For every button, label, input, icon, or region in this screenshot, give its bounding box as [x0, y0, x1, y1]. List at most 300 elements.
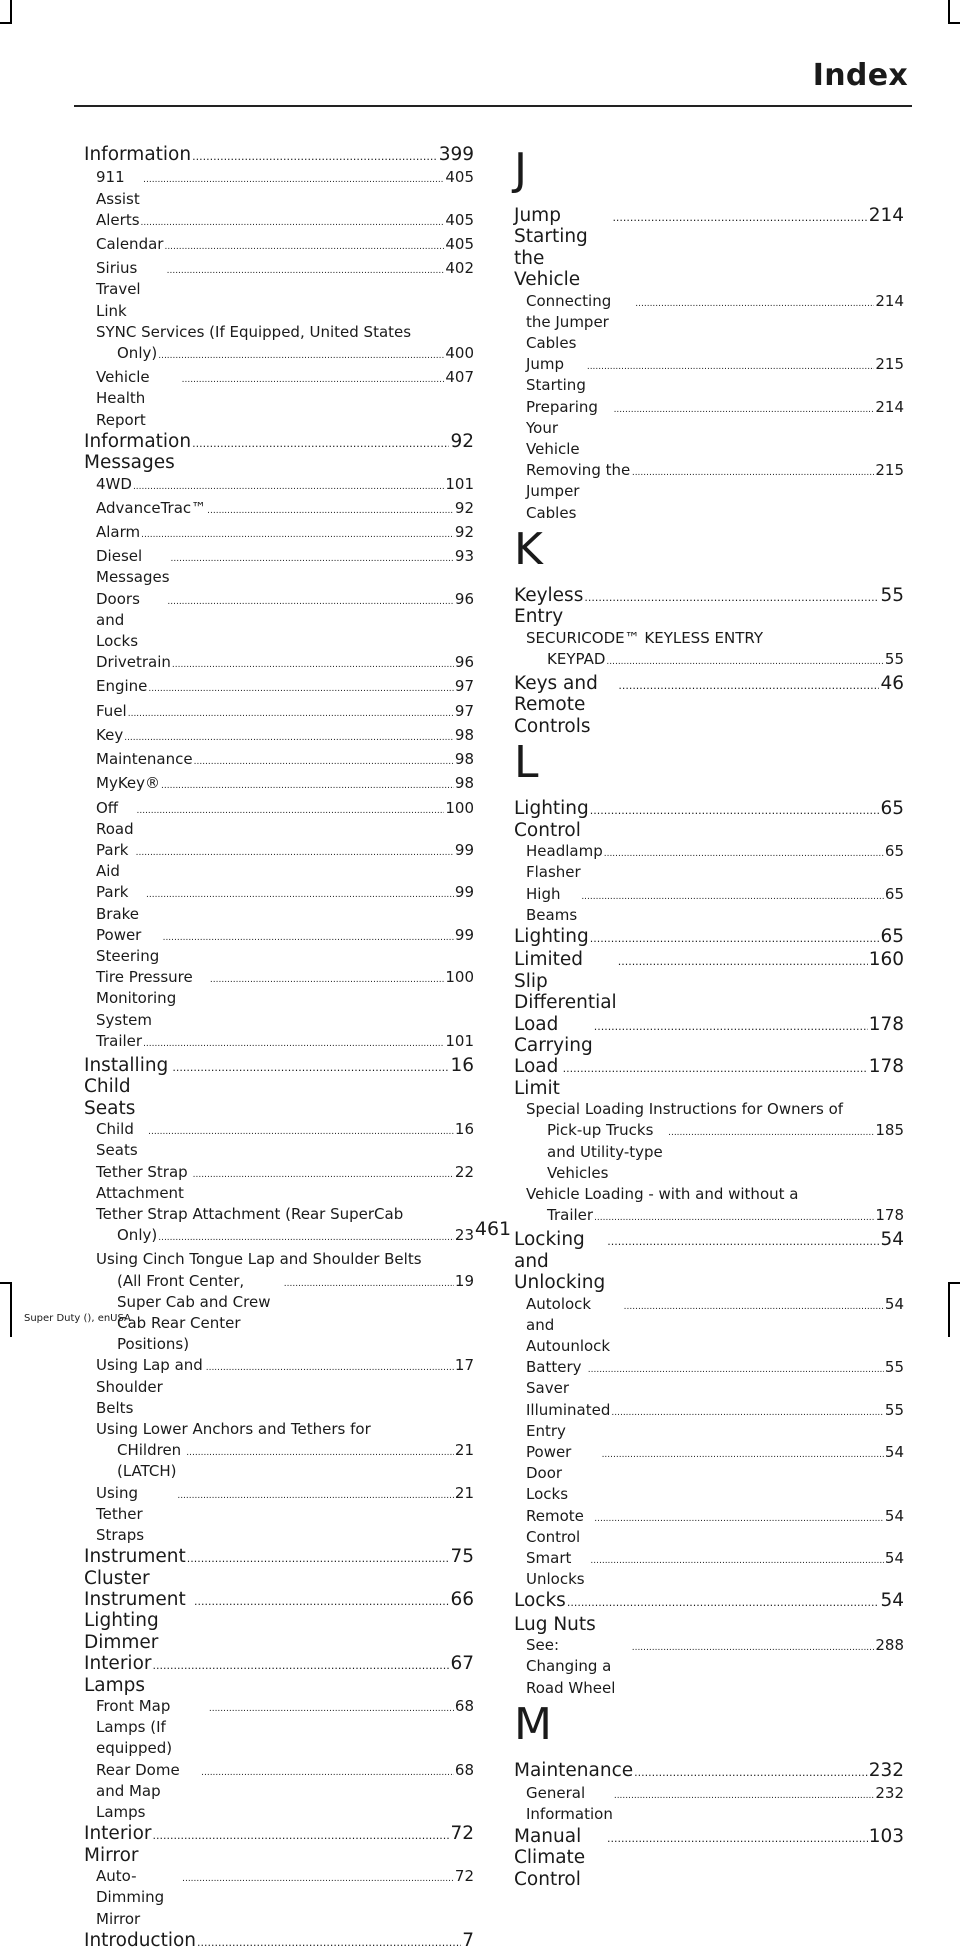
- dot-leader: [141, 525, 454, 546]
- index-subentry[interactable]: [84, 1483, 474, 1547]
- entry-text: 4WD: [96, 474, 132, 493]
- entry-page: 65: [884, 842, 904, 861]
- dot-leader: [167, 592, 454, 613]
- dot-leader: [146, 885, 454, 906]
- dot-leader: [594, 1509, 884, 1530]
- entry-page: 75: [450, 1546, 474, 1568]
- entry-text: KEYPAD: [547, 649, 606, 668]
- entry-page: 54: [880, 1229, 904, 1251]
- dot-leader: [182, 1869, 454, 1890]
- entry-page: 400: [445, 344, 474, 363]
- entry-page: 97: [454, 677, 474, 696]
- dot-leader: [668, 1123, 874, 1144]
- dot-leader: [206, 1358, 454, 1379]
- entry-page: 214: [868, 205, 904, 226]
- entry-page: 22: [454, 1162, 474, 1181]
- index-subentry-line: Using Cinch Tongue Lap and Shoulder Belts: [96, 1250, 422, 1269]
- entry-page: 103: [868, 1825, 904, 1847]
- entry-text: Introduction: [84, 1929, 197, 1951]
- entry-page: 46: [880, 673, 904, 695]
- dot-leader: [209, 1699, 454, 1720]
- index-subentry-line: Using Lower Anchors and Tethers for: [96, 1420, 371, 1438]
- dot-leader: [201, 1763, 454, 1784]
- dot-leader: [182, 370, 445, 391]
- index-subentry[interactable]: [84, 546, 474, 588]
- entry-page: 72: [450, 1823, 474, 1845]
- entry-text: Manual Climate Control: [514, 1825, 586, 1890]
- index-subentry[interactable]: [514, 841, 904, 883]
- entry-text: See: Changing a Road Wheel: [526, 1636, 616, 1697]
- entry-page: 98: [454, 725, 474, 744]
- index-subentry-line: SYNC Services (If Equipped, United States: [96, 322, 412, 341]
- index-subentry[interactable]: [84, 1760, 474, 1824]
- entry-page: 97: [454, 701, 474, 720]
- index-subentry[interactable]: [514, 1357, 904, 1399]
- entry-text: Jump Starting the Vehicle: [514, 205, 588, 291]
- dot-leader: [172, 655, 454, 676]
- entry-page: 66: [450, 1589, 474, 1611]
- index-subentry[interactable]: [514, 649, 904, 673]
- index-subentry[interactable]: [84, 210, 474, 234]
- entry-page: 55: [884, 1400, 904, 1419]
- dot-leader: [611, 1403, 884, 1424]
- index-subentry[interactable]: [84, 967, 474, 1031]
- index-subentry[interactable]: [514, 1548, 904, 1590]
- entry-page: 232: [868, 1759, 904, 1781]
- index-subentry[interactable]: [84, 925, 474, 967]
- entry-page: 19: [454, 1271, 474, 1290]
- dot-leader: [587, 357, 875, 378]
- entry-page: 405: [445, 168, 474, 187]
- dot-leader: [563, 1058, 868, 1079]
- crop-mark-bottom-left-v: [10, 1282, 12, 1337]
- entry-text: Load Carrying: [514, 1013, 593, 1056]
- index-entry[interactable]: [84, 1823, 474, 1866]
- dot-leader: [602, 1445, 884, 1466]
- dot-leader: [618, 951, 868, 972]
- dot-leader: [590, 800, 880, 821]
- dot-leader: [164, 237, 444, 258]
- dot-leader: [192, 146, 438, 167]
- entry-page: 93: [454, 547, 474, 566]
- entry-page: 65: [884, 884, 904, 903]
- entry-text: Illuminated Entry: [526, 1400, 611, 1440]
- index-subentry[interactable]: [84, 652, 474, 676]
- section-letter: K: [514, 523, 543, 575]
- dot-leader: [128, 704, 454, 725]
- dot-leader: [588, 1360, 884, 1381]
- dot-leader: [192, 433, 449, 454]
- entry-page: 99: [454, 925, 474, 944]
- dot-leader: [143, 1034, 444, 1055]
- entry-text: Park Aid: [96, 840, 129, 881]
- index-subentry[interactable]: [84, 1031, 474, 1055]
- entry-text: Rear Dome and Map Lamps: [96, 1760, 180, 1822]
- dot-leader: [163, 928, 454, 949]
- index-entry[interactable]: [84, 431, 474, 474]
- crop-mark-bottom-right-h: [948, 1282, 960, 1284]
- entry-page: 101: [445, 1031, 474, 1050]
- entry-text: Connecting the Jumper Cables: [526, 291, 612, 353]
- entry-page: 92: [454, 498, 474, 517]
- index-subentry[interactable]: [84, 1119, 474, 1161]
- index-entry[interactable]: [84, 1546, 474, 1589]
- entry-page: 7: [462, 1929, 474, 1951]
- dot-leader: [187, 1548, 450, 1569]
- index-subentry[interactable]: [84, 773, 474, 797]
- index-entry[interactable]: [514, 1014, 904, 1057]
- entry-text: Alarm: [96, 523, 141, 542]
- index-subentry[interactable]: [514, 397, 904, 461]
- entry-page: 54: [884, 1506, 904, 1525]
- index-subentry[interactable]: [514, 1506, 904, 1548]
- dot-leader: [635, 294, 874, 315]
- entry-page: 178: [868, 1013, 904, 1035]
- entry-page: 55: [884, 1358, 904, 1377]
- entry-page: 405: [445, 210, 474, 229]
- entry-text: Front Map Lamps (If equipped): [96, 1697, 173, 1758]
- entry-text: High Beams: [526, 884, 578, 924]
- index-subentry[interactable]: [84, 1162, 474, 1204]
- index-entry[interactable]: [84, 144, 474, 167]
- crop-mark-top-right-h: [948, 22, 960, 24]
- entry-page: 399: [438, 144, 474, 165]
- index-entry[interactable]: [514, 585, 904, 628]
- dot-leader: [612, 207, 867, 228]
- index-entry[interactable]: [514, 1056, 904, 1099]
- entry-page: 55: [884, 649, 904, 668]
- dot-leader: [172, 1057, 449, 1078]
- entry-text: Off Road: [96, 798, 134, 838]
- entry-text: Jump Starting: [526, 355, 586, 395]
- index-heading: Lug Nuts: [514, 1613, 596, 1635]
- entry-text: Alerts: [96, 210, 140, 229]
- dot-leader: [124, 728, 454, 749]
- index-subentry[interactable]: [514, 460, 904, 524]
- entry-text: Drivetrain: [96, 653, 171, 672]
- entry-text: Interior Mirror: [84, 1823, 152, 1866]
- entry-text: General Information: [526, 1784, 613, 1824]
- page-number: 461: [474, 1218, 512, 1240]
- entry-text: Calendar: [96, 235, 164, 254]
- entry-page: 68: [454, 1697, 474, 1716]
- dot-leader: [590, 1551, 884, 1572]
- entry-page: 407: [445, 368, 474, 387]
- index-subentry[interactable]: [84, 474, 474, 498]
- entry-text: Doors and Locks: [96, 589, 140, 651]
- entry-text: Instrument Cluster: [84, 1546, 186, 1589]
- entry-text: Lighting Control: [514, 798, 589, 841]
- entry-page: 54: [884, 1549, 904, 1568]
- entry-text: Locks: [514, 1590, 566, 1612]
- entry-text: Information: [84, 144, 192, 165]
- dot-leader: [193, 1165, 454, 1186]
- index-entry[interactable]: [84, 1589, 474, 1653]
- entry-text: AdvanceTrac™: [96, 498, 207, 517]
- index-subentry[interactable]: [84, 840, 474, 882]
- index-subentry[interactable]: [84, 234, 474, 258]
- dot-leader: [194, 752, 454, 773]
- entry-text: Removing the Jumper Cables: [526, 461, 631, 522]
- index-entry[interactable]: [514, 673, 904, 737]
- entry-text: Locking and Unlocking: [514, 1229, 606, 1294]
- entry-text: CHildren (LATCH): [117, 1441, 182, 1481]
- entry-page: 65: [880, 798, 904, 820]
- index-subentry[interactable]: [84, 1696, 474, 1760]
- index-subentry[interactable]: [84, 367, 474, 431]
- entry-text: Trailer: [96, 1031, 143, 1050]
- footer-text: Super Duty (), enUSA: [24, 1313, 131, 1324]
- entry-page: 54: [880, 1590, 904, 1612]
- entry-page: 23: [454, 1226, 474, 1245]
- index-column-left: [84, 144, 474, 1953]
- entry-text: Sirius Travel Link: [96, 259, 141, 320]
- entry-page: 214: [875, 397, 904, 416]
- dot-leader: [614, 400, 875, 421]
- dot-leader: [148, 1122, 454, 1143]
- entry-text: Park Brake: [96, 883, 140, 923]
- index-entry[interactable]: [84, 1653, 474, 1696]
- entry-text: Pick-up Trucks and Utility-type Vehicles: [547, 1121, 663, 1182]
- entry-page: 54: [884, 1294, 904, 1313]
- dot-leader: [171, 549, 454, 570]
- entry-text: Autolock and Autounlock: [526, 1294, 611, 1356]
- index-subentry[interactable]: [514, 354, 904, 396]
- index-subentry[interactable]: [84, 798, 474, 840]
- entry-page: 16: [450, 1054, 474, 1076]
- dot-leader: [607, 1828, 868, 1849]
- entry-text: Power Door Locks: [526, 1443, 572, 1504]
- index-entry[interactable]: [514, 926, 904, 949]
- entry-text: Using Lap and Shoulder Belts: [96, 1356, 203, 1417]
- index-subentry[interactable]: [84, 258, 474, 322]
- index-subentry[interactable]: [514, 1400, 904, 1442]
- dot-leader: [161, 776, 454, 797]
- dot-leader: [194, 1591, 449, 1612]
- index-subentry-line: SECURICODE™ KEYLESS ENTRY: [526, 628, 763, 647]
- entry-page: 288: [875, 1636, 904, 1655]
- index-subentry[interactable]: [84, 1866, 474, 1930]
- dot-leader: [177, 1486, 454, 1507]
- dot-leader: [197, 1932, 461, 1953]
- entry-text: Maintenance: [96, 750, 193, 769]
- index-subentry[interactable]: [84, 589, 474, 653]
- entry-page: 215: [875, 461, 904, 480]
- index-subentry[interactable]: [514, 1442, 904, 1506]
- entry-page: 96: [454, 653, 474, 672]
- dot-leader: [590, 928, 880, 949]
- dot-leader: [634, 1762, 868, 1783]
- entry-text: Power Steering: [96, 925, 160, 965]
- entry-text: 911 Assist: [96, 168, 140, 208]
- dot-leader: [207, 501, 454, 522]
- entry-page: 21: [454, 1441, 474, 1460]
- entry-page: 160: [868, 949, 904, 971]
- entry-page: 100: [445, 968, 474, 987]
- dot-leader: [624, 1297, 884, 1318]
- dot-leader: [167, 261, 445, 282]
- entry-page: 100: [445, 798, 474, 817]
- entry-text: Tire Pressure Monitoring System: [96, 968, 193, 1029]
- crop-mark-top-left-h: [0, 22, 12, 24]
- entry-text: Vehicle Health Report: [96, 368, 150, 429]
- entry-text: Lighting: [514, 925, 589, 947]
- index-subentry[interactable]: [514, 291, 904, 355]
- header-divider: [74, 105, 912, 107]
- index-entry[interactable]: [84, 1930, 474, 1953]
- crop-mark-bottom-left-h: [0, 1282, 12, 1284]
- dot-leader: [606, 652, 884, 673]
- entry-text: Headlamp Flasher: [526, 842, 603, 882]
- index-entry[interactable]: [514, 1760, 904, 1783]
- entry-page: 92: [450, 430, 474, 452]
- index-subentry[interactable]: [84, 882, 474, 924]
- index-subentry-line: Tether Strap Attachment (Rear SuperCab: [96, 1204, 404, 1223]
- index-subentry[interactable]: [84, 343, 474, 367]
- dot-leader: [632, 1638, 875, 1659]
- dot-leader: [632, 463, 875, 484]
- entry-page: 232: [875, 1784, 904, 1803]
- dot-leader: [143, 170, 444, 191]
- index-subentry[interactable]: [84, 749, 474, 773]
- index-entry[interactable]: [514, 949, 904, 1013]
- section-letter: L: [514, 737, 539, 789]
- crop-mark-top-right-v: [948, 0, 950, 22]
- crop-mark-bottom-right-v: [948, 1282, 950, 1337]
- index-subentry[interactable]: [514, 1783, 904, 1825]
- section-letter: J: [514, 144, 527, 195]
- crop-mark-top-left-v: [10, 0, 12, 22]
- entry-text: Using Tether Straps: [96, 1483, 145, 1545]
- dot-leader: [153, 1655, 450, 1676]
- entry-page: 178: [875, 1206, 904, 1225]
- index-entry[interactable]: [514, 798, 904, 841]
- entry-text: Child Seats: [96, 1120, 138, 1160]
- index-subentry[interactable]: [84, 1355, 474, 1419]
- index-subentry[interactable]: [84, 167, 474, 209]
- entry-page: 65: [880, 925, 904, 947]
- entry-page: 214: [875, 291, 904, 310]
- entry-text: Key: [96, 725, 124, 744]
- entry-text: Instrument Lighting Dimmer: [84, 1589, 186, 1653]
- entry-text: Load Limit: [514, 1056, 560, 1099]
- entry-page: 99: [454, 840, 474, 859]
- entry-page: 101: [445, 474, 474, 493]
- entry-text: Keyless Entry: [514, 584, 584, 628]
- entry-text: Battery Saver: [526, 1358, 582, 1398]
- dot-leader: [618, 675, 879, 696]
- entry-text: Only): [117, 344, 158, 363]
- entry-text: Interior Lamps: [84, 1653, 152, 1696]
- entry-page: 185: [875, 1121, 904, 1140]
- entry-text: Tether Strap Attachment: [96, 1162, 188, 1202]
- dot-leader: [136, 801, 444, 822]
- dot-leader: [567, 1592, 880, 1613]
- entry-page: 17: [454, 1356, 474, 1375]
- dot-leader: [136, 843, 454, 864]
- entry-page: 16: [454, 1120, 474, 1139]
- page-title: Index: [812, 58, 908, 93]
- entry-text: Fuel: [96, 701, 127, 720]
- index-subentry[interactable]: [84, 725, 474, 749]
- entry-page: 68: [454, 1760, 474, 1779]
- dot-leader: [284, 1274, 454, 1295]
- index-entry[interactable]: [514, 205, 904, 291]
- index-subentry[interactable]: [514, 1294, 904, 1358]
- entry-page: 215: [875, 355, 904, 374]
- entry-text: Trailer: [547, 1206, 594, 1225]
- dot-leader: [186, 1443, 454, 1464]
- entry-page: 96: [454, 589, 474, 608]
- entry-text: MyKey®: [96, 774, 161, 793]
- index-column-right: [514, 144, 904, 1890]
- dot-leader: [141, 213, 445, 234]
- entry-text: Limited Slip Differential: [514, 949, 617, 1014]
- index-subentry[interactable]: [84, 498, 474, 522]
- entry-page: 98: [454, 750, 474, 769]
- dot-leader: [584, 587, 879, 608]
- section-letter: M: [514, 1698, 552, 1750]
- index-subentry[interactable]: [514, 884, 904, 926]
- entry-text: Maintenance: [514, 1759, 634, 1781]
- entry-page: 402: [445, 259, 474, 278]
- entry-text: Engine: [96, 677, 148, 696]
- index-entry[interactable]: [514, 1826, 904, 1890]
- dot-leader: [614, 1786, 875, 1807]
- entry-page: 98: [454, 774, 474, 793]
- index-subentry[interactable]: [84, 522, 474, 546]
- index-subentry-line: Special Loading Instructions for Owners of: [526, 1100, 844, 1119]
- index-subentry[interactable]: [84, 676, 474, 700]
- entry-text: Only): [117, 1226, 158, 1245]
- index-subentry[interactable]: [84, 1440, 474, 1482]
- dot-leader: [581, 887, 884, 908]
- index-subentry[interactable]: [514, 1635, 904, 1699]
- entry-page: 67: [450, 1653, 474, 1675]
- entry-page: 55: [880, 584, 904, 606]
- dot-leader: [153, 1825, 450, 1846]
- dot-leader: [604, 844, 884, 865]
- dot-leader: [158, 346, 444, 367]
- entry-page: 72: [454, 1867, 474, 1886]
- dot-leader: [148, 679, 453, 700]
- index-entry[interactable]: [514, 1590, 904, 1613]
- entry-page: 92: [454, 523, 474, 542]
- entry-page: 21: [454, 1483, 474, 1502]
- entry-text: Remote Control: [526, 1506, 584, 1546]
- entry-text: Keys and Remote Controls: [514, 673, 598, 737]
- entry-text: Preparing Your Vehicle: [526, 397, 598, 459]
- entry-page: 54: [884, 1443, 904, 1462]
- entry-page: 178: [868, 1056, 904, 1078]
- dot-leader: [594, 1016, 868, 1037]
- entry-text: Auto-Dimming Mirror: [96, 1867, 165, 1928]
- entry-text: Smart Unlocks: [526, 1549, 585, 1589]
- index-subentry-line: Vehicle Loading - with and without a: [526, 1184, 799, 1203]
- index-entry[interactable]: [84, 1055, 474, 1119]
- dot-leader: [133, 477, 444, 498]
- dot-leader: [210, 970, 444, 991]
- index-subentry[interactable]: [84, 1271, 474, 1356]
- index-subentry[interactable]: [84, 701, 474, 725]
- entry-text: Information Messages: [84, 430, 192, 474]
- entry-page: 99: [454, 883, 474, 902]
- entry-text: Installing Child Seats: [84, 1054, 169, 1119]
- entry-text: Diesel Messages: [96, 547, 170, 587]
- entry-page: 405: [445, 235, 474, 254]
- entry-text: (All Front Center, Super Cab and Crew Cab Rear Center Positions): [117, 1271, 271, 1354]
- index-subentry[interactable]: [514, 1120, 904, 1184]
